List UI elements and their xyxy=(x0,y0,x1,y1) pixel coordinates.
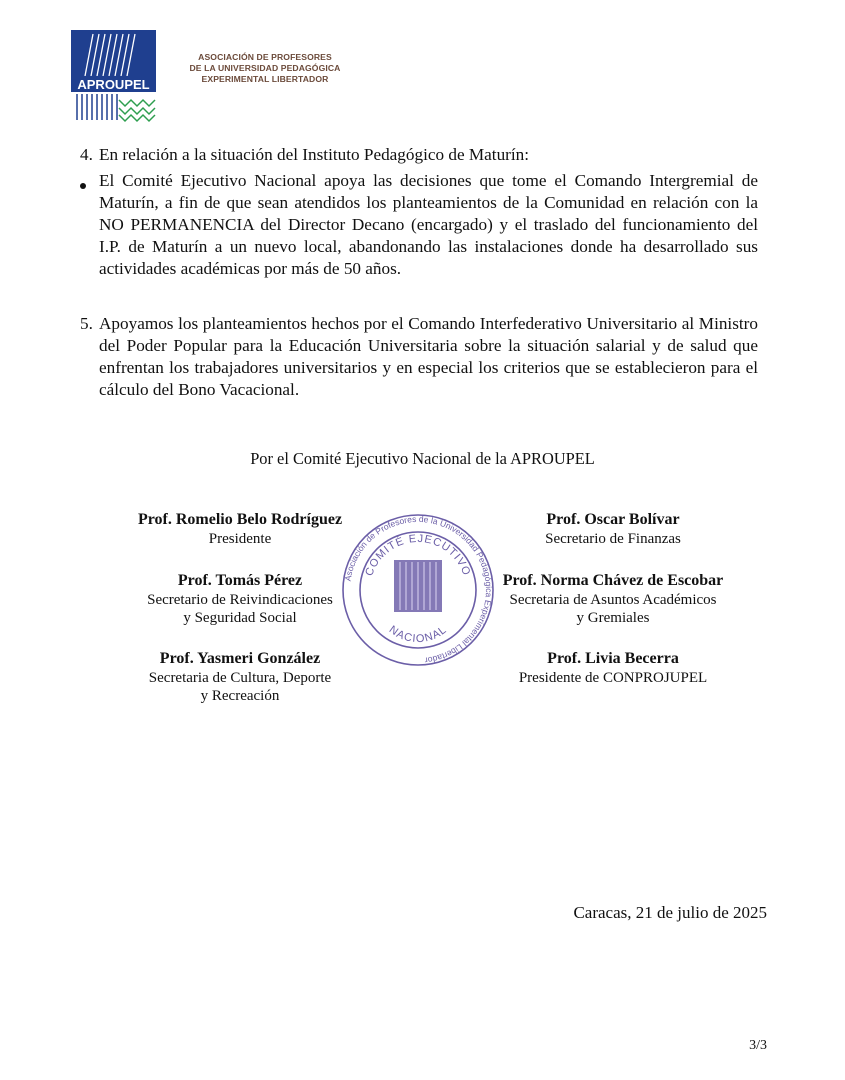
bullet-icon xyxy=(80,183,86,189)
signatory-role: Secretario de Finanzas xyxy=(545,531,681,547)
signature-treasurer xyxy=(453,510,773,548)
page-number: 3/3 xyxy=(749,1038,767,1053)
item-number: 4. xyxy=(80,145,93,164)
signature-conprojupel xyxy=(453,649,773,687)
signatory-name: Prof. Norma Chávez de Escobar xyxy=(502,572,724,589)
signatory-name: Prof. Oscar Bolívar xyxy=(546,511,680,528)
signatory-role: Secretario de Reivindicaciones xyxy=(147,592,333,608)
signature-president xyxy=(80,510,400,548)
item-number: 5. xyxy=(80,314,93,333)
org-line: DE LA UNIVERSIDAD PEDAGÓGICA xyxy=(189,63,341,73)
signatory-role: y Recreación xyxy=(200,688,280,704)
seal-bottom-text: NACIONAL xyxy=(386,623,450,646)
signatory-role: Presidente de CONPROJUPEL xyxy=(518,670,708,686)
signatory-role: y Seguridad Social xyxy=(183,610,297,626)
signature-asuntos-academicos xyxy=(453,571,773,627)
signatory-name: Prof. Yasmeri González xyxy=(159,650,321,667)
seal-top-text: COMITÉ EJECUTIVO xyxy=(363,532,473,578)
seal-outer-text: Asociación de Profesores de la Universidad Pedagógica Experimental Libertador xyxy=(342,513,495,666)
signatory-role: Presidente xyxy=(208,531,272,547)
item-text: Apoyamos los planteamientos hechos por el Comando Interfederativo Universitario al Ministro del Poder Popular para la Educación Universitaria sobre la situación salarial y de salud que enfrentan los trabajadores universitarios y en especial los criterios que se establecieron para el cálculo del Bono Vacacional. xyxy=(99,314,758,399)
closing-line: Por el Comité Ejecutivo Nacional de la APROUPEL xyxy=(250,449,595,468)
org-line: ASOCIACIÓN DE PROFESORES xyxy=(198,52,332,62)
signatory-role: Secretaria de Cultura, Deporte xyxy=(148,670,332,686)
signature-cultura xyxy=(80,649,400,705)
aproupel-logo xyxy=(71,30,156,123)
signatory-name: Prof. Tomás Pérez xyxy=(177,572,303,589)
document-date: Caracas, 21 de julio de 2025 xyxy=(573,903,767,922)
logo-text: APROUPEL xyxy=(77,77,150,92)
signature-reivindicaciones xyxy=(80,571,400,627)
signatory-role: y Gremiales xyxy=(576,610,650,626)
signatory-role: Secretaria de Asuntos Académicos xyxy=(509,592,717,608)
org-line: EXPERIMENTAL LIBERTADOR xyxy=(201,74,329,84)
item-bullet-text: El Comité Ejecutivo Nacional apoya las decisiones que tome el Comando Intergremial de Maturín, a fin de que sean atendidos los planteamientos de la Comunidad en relación con la NO PERMANENCIA del Director Decano (encargado) y el traslado del funcionamiento del I.P. de Maturín a un nuevo local, abandonando las instalaciones donde ha desarrollado sus actividades académicas por más de 50 años. xyxy=(99,171,758,278)
signatory-name: Prof. Romelio Belo Rodríguez xyxy=(137,511,343,528)
signatory-name: Prof. Livia Becerra xyxy=(547,650,679,667)
organization-name xyxy=(170,52,360,85)
item-heading: En relación a la situación del Instituto Pedagógico de Maturín: xyxy=(99,145,530,164)
